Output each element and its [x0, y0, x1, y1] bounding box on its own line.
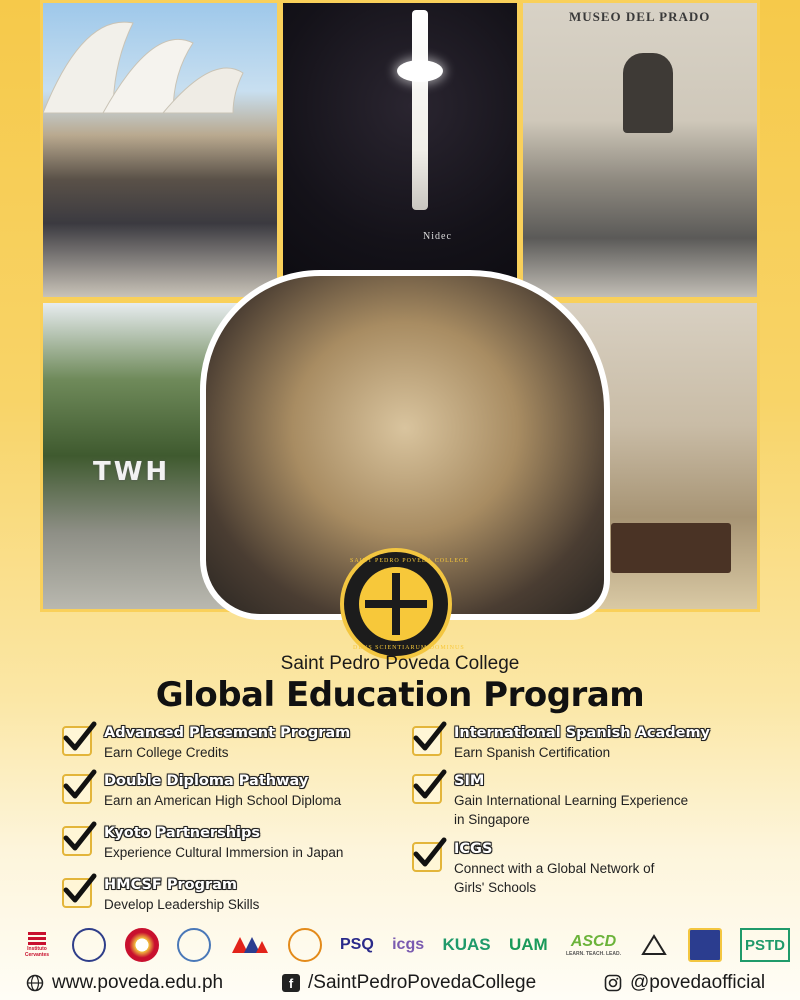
- program-title: Global Education Program: [155, 675, 645, 715]
- psq-logo: PSQ: [339, 936, 374, 953]
- website-link[interactable]: [26, 972, 223, 994]
- crest-top-text: SAINT PEDRO POVEDA COLLEGE: [350, 558, 470, 564]
- check-icon: [62, 826, 92, 856]
- program-desc-text: Experience Cultural Immersion in Japan: [104, 845, 344, 860]
- photo-sydney-opera-house: [40, 0, 280, 300]
- park-letters-sign: TWH: [93, 457, 171, 487]
- icgs-logo: icgs: [392, 936, 425, 953]
- program-desc-text: Develop Leadership Skills: [104, 897, 260, 912]
- crest-bottom-text: DEUS SCIENTIARUM DOMINUS: [353, 645, 465, 651]
- footer: [0, 968, 800, 1000]
- program-desc-text: Connect with a Global Network of: [454, 861, 655, 876]
- partner-seal-logo-3: [177, 928, 211, 962]
- globe-icon: [26, 974, 44, 992]
- check-icon: [412, 842, 442, 872]
- ascd-tagline: LEARN. TEACH. LEAD.: [565, 951, 621, 957]
- kuas-logo: KUAS: [442, 935, 491, 954]
- instagram-icon: [604, 974, 622, 992]
- program-title-text: ICGS: [454, 841, 493, 857]
- program-desc-text: Earn Spanish Certification: [454, 745, 611, 760]
- program-item-double-diploma: [62, 772, 341, 810]
- program-desc-text: Gain International Learning Experience: [454, 793, 689, 808]
- check-icon: [412, 726, 442, 756]
- program-item-advanced-placement: [62, 724, 350, 762]
- school-name: Saint Pedro Poveda College: [280, 653, 520, 674]
- facebook-text: /SaintPedroPovedaCollege: [308, 972, 537, 993]
- check-icon: [412, 774, 442, 804]
- check-icon: [62, 774, 92, 804]
- program-desc-text: Earn College Credits: [104, 745, 229, 760]
- shield-crest-logo: [688, 928, 722, 962]
- prado-sign: MUSEO DEL PRADO: [569, 9, 711, 24]
- instagram-text: @povedaofficial: [630, 972, 766, 993]
- academy-triangle-logo: [639, 928, 669, 962]
- tower-building-sign: Nidec: [423, 231, 452, 242]
- program-item-hmcsf: [62, 876, 259, 914]
- program-title-text: Kyoto Partnerships: [104, 825, 261, 841]
- uam-logo: UAM: [508, 935, 548, 954]
- program-title-text: SIM: [454, 773, 485, 789]
- partner-seal-logo-1: [72, 928, 106, 962]
- facebook-link[interactable]: [282, 972, 536, 994]
- program-item-sim: [412, 772, 688, 829]
- facebook-icon: f: [282, 974, 300, 992]
- ascd-label: ASCD: [570, 933, 617, 950]
- program-title-text: Advanced Placement Program: [104, 725, 351, 741]
- crest-cross-emblem: [359, 567, 433, 641]
- pstd-logo: PSTD: [740, 928, 790, 962]
- website-text: www.poveda.edu.ph: [52, 972, 224, 993]
- program-title-text: Double Diploma Pathway: [104, 773, 309, 789]
- tea-box: [611, 523, 731, 573]
- check-icon: [62, 878, 92, 908]
- instituto-cervantes-label: Instituto Cervantes: [24, 946, 50, 958]
- kyoto-tower-observation-deck: [397, 60, 443, 82]
- sim-logo: [229, 928, 269, 962]
- program-desc-text-line2: Girls' Schools: [454, 880, 537, 895]
- instagram-link[interactable]: [604, 972, 765, 994]
- program-title-text: International Spanish Academy: [454, 725, 711, 741]
- photo-kyoto-tower: [280, 0, 520, 300]
- instituto-cervantes-logo: [20, 928, 54, 962]
- photo-museo-del-prado: [520, 0, 760, 300]
- check-icon: [62, 726, 92, 756]
- ascd-logo: [566, 928, 621, 962]
- program-item-spanish-academy: [412, 724, 710, 762]
- kyoto-tower-shaft: [412, 10, 428, 210]
- program-desc-text: Earn an American High School Diploma: [104, 793, 342, 808]
- partner-logos-row: [20, 924, 790, 966]
- school-crest-logo: [340, 548, 470, 660]
- prado-statue: [623, 53, 673, 133]
- program-desc-text-line2: in Singapore: [454, 812, 530, 827]
- partner-seal-logo-2: [125, 928, 159, 962]
- program-item-kyoto: [62, 824, 343, 862]
- program-title-text: HMCSF Program: [104, 877, 238, 893]
- opera-house-shells: [43, 3, 280, 143]
- program-item-icgs: [412, 840, 654, 897]
- partner-seal-logo-4: [288, 928, 322, 962]
